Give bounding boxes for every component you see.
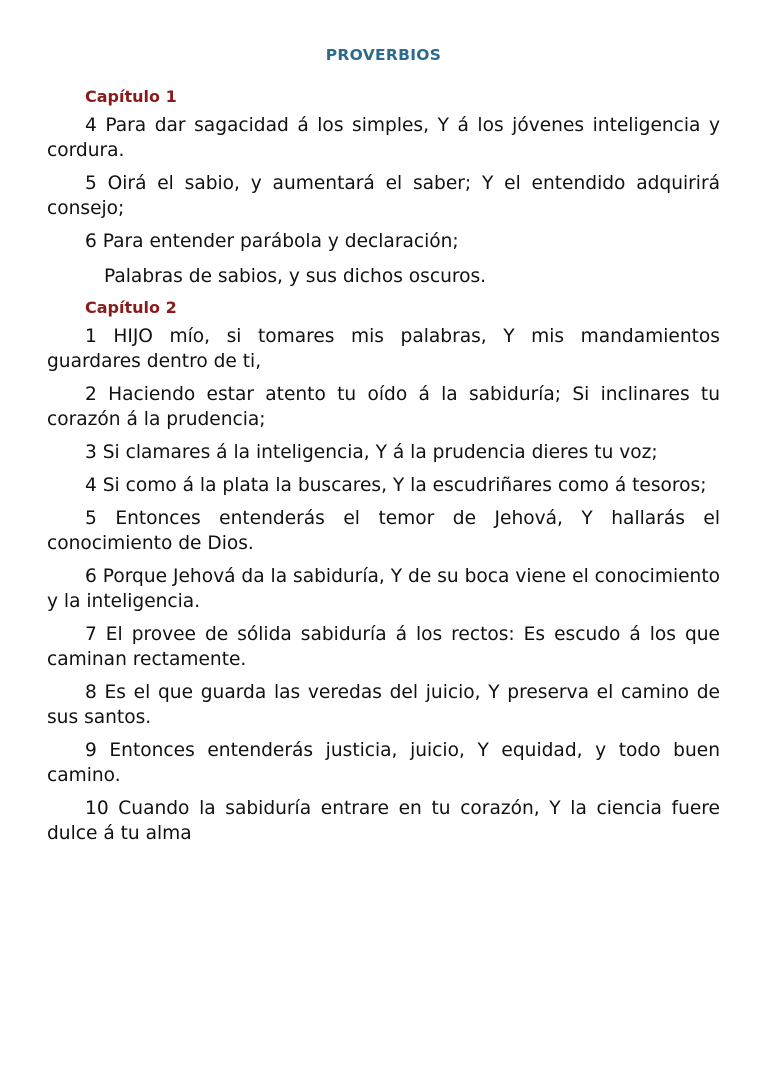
verse-paragraph: 8 Es el que guarda las veredas del juicio, Y preserva el camino de sus santos. [47,682,720,728]
verse-paragraph: 9 Entonces entenderás justicia, juicio, Y equidad, y todo buen camino. [47,740,720,786]
verse-paragraph: 7 El provee de sólida sabiduría á los rectos: Es escudo á los que caminan rectamente. [47,624,720,670]
document-page [0,44,768,1068]
verse-paragraph: 4 Para dar sagacidad á los simples, Y á los jóvenes inteligencia y cordura. [47,115,720,161]
verse-paragraph: 1 HIJO mío, si tomares mis palabras, Y mis mandamientos guardares dentro de ti, [47,326,720,372]
verse-paragraph: 3 Si clamares á la inteligencia, Y á la prudencia dieres tu voz; [85,442,658,463]
verse-paragraph: 6 Para entender parábola y declaración; [85,231,459,252]
verse-paragraph: 4 Si como á la plata la buscares, Y la escudriñares como á tesoros; [85,475,707,496]
verse-continuation: Palabras de sabios, y sus dichos oscuros. [104,266,487,287]
verse-paragraph: 2 Haciendo estar atento tu oído á la sabiduría; Si inclinares tu corazón á la prudencia; [47,384,720,430]
chapter-heading: Capítulo 1 [85,87,177,106]
verse-paragraph: 10 Cuando la sabiduría entrare en tu corazón, Y la ciencia fuere dulce á tu alma [47,798,720,844]
chapter-heading: Capítulo 2 [85,298,177,317]
verse-paragraph: 6 Porque Jehová da la sabiduría, Y de su boca viene el conocimiento y la inteligencia. [47,566,720,612]
verse-paragraph: 5 Oirá el sabio, y aumentará el saber; Y el entendido adquirirá consejo; [47,173,720,219]
book-title: PROVERBIOS [325,46,442,64]
verse-paragraph: 5 Entonces entenderás el temor de Jehová, Y hallarás el conocimiento de Dios. [47,508,720,554]
